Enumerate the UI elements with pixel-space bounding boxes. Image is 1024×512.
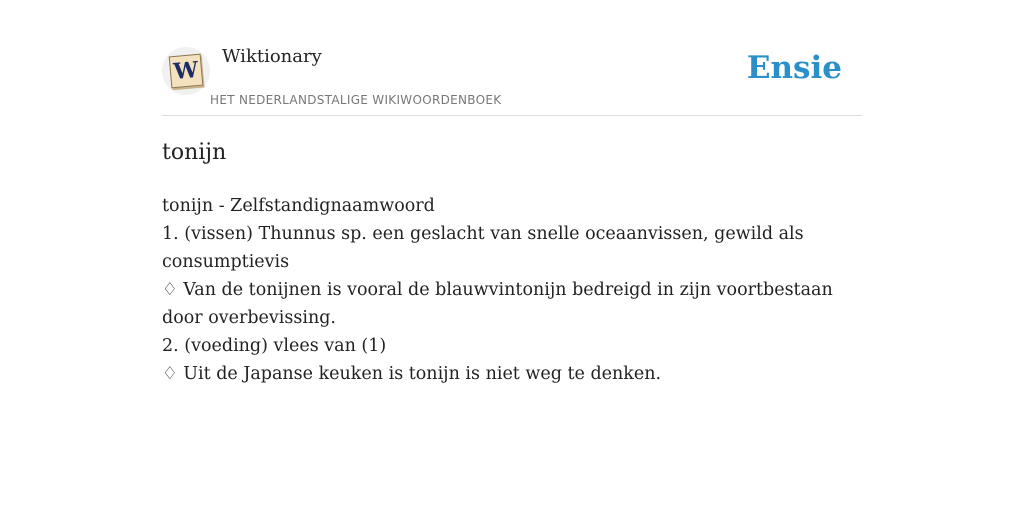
site-header bbox=[162, 0, 862, 116]
example-1: ♢ Van de tonijnen is vooral de blauwvintonijn bedreigd in zijn voortbestaan door overbevissing. bbox=[162, 280, 833, 328]
page-title: tonijn bbox=[162, 140, 227, 165]
wiktionary-logo-icon[interactable] bbox=[162, 47, 210, 95]
content-container bbox=[162, 0, 862, 384]
definition-1: 1. (vissen) Thunnus sp. een geslacht van snelle oceaanvissen, gewild als consumptievis bbox=[162, 224, 804, 272]
site-tagline: HET NEDERLANDSTALIGE WIKIWOORDENBOEK bbox=[210, 93, 502, 107]
entry-headline: tonijn - Zelfstandignaamwoord bbox=[162, 196, 435, 216]
ensie-brand-link[interactable]: Ensie bbox=[746, 50, 842, 86]
entry-body bbox=[162, 192, 862, 388]
logo-tile: W bbox=[169, 54, 204, 89]
example-2: ♢ Uit de Japanse keuken is tonijn is niet weg te denken. bbox=[162, 364, 662, 384]
site-name[interactable]: Wiktionary bbox=[222, 46, 322, 67]
definition-2: 2. (voeding) vlees van (1) bbox=[162, 336, 387, 356]
